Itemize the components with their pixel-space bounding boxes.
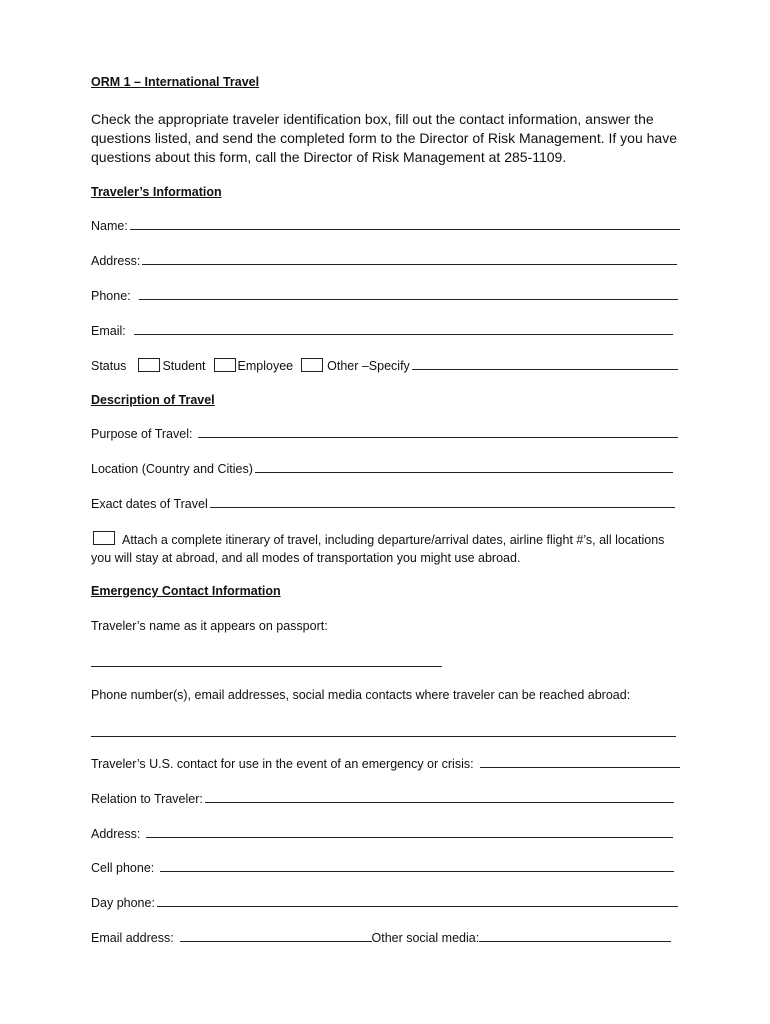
location-field[interactable] [91,462,673,476]
emergency-address-blank[interactable] [146,837,673,838]
name-blank[interactable] [130,229,680,230]
passport-name-label: Traveler’s name as it appears on passport: [91,619,328,633]
emergency-email-label: Email address: [91,931,174,945]
us-contact-field[interactable] [91,757,680,771]
us-contact-blank[interactable] [480,767,680,768]
employee-label: Employee [237,359,294,373]
name-field[interactable] [91,219,680,233]
relation-blank[interactable] [205,802,674,803]
travelers-info-heading: Traveler’s Information [91,185,222,199]
student-label: Student [162,359,206,373]
other-social-blank[interactable] [479,941,671,942]
email-field[interactable] [91,324,673,338]
address-label: Address: [91,254,141,268]
passport-name-blank[interactable] [91,666,442,667]
relation-field[interactable] [91,792,674,806]
day-phone-label: Day phone: [91,896,155,910]
student-checkbox[interactable] [138,358,160,372]
email-social-row [91,931,671,945]
location-blank[interactable] [255,472,673,473]
itinerary-paragraph [91,531,681,567]
address-field[interactable] [91,254,677,268]
status-label: Status [91,359,127,373]
email-blank[interactable] [134,334,673,335]
phone-field[interactable] [91,289,678,303]
name-label: Name: [91,219,128,233]
day-phone-field[interactable] [91,896,678,910]
email-label: Email: [91,324,126,338]
dates-field[interactable] [91,497,675,511]
form-title: ORM 1 – International Travel [91,75,260,89]
address-blank[interactable] [142,264,677,265]
other-checkbox[interactable] [301,358,323,372]
emergency-address-field[interactable] [91,827,673,841]
emergency-heading: Emergency Contact Information [91,584,281,598]
status-row [91,358,678,373]
location-label: Location (Country and Cities) [91,462,253,476]
passport-name-label-row [91,619,328,633]
other-specify-blank[interactable] [412,369,678,370]
cell-phone-field[interactable] [91,861,674,875]
abroad-contacts-label: Phone number(s), email addresses, social media contacts where traveler can be reached abroad: [91,688,631,702]
abroad-contacts-label-row [91,688,630,702]
cell-phone-label: Cell phone: [91,861,155,875]
emergency-address-label: Address: [91,827,141,841]
other-specify-label: Other –Specify [327,359,410,373]
phone-blank[interactable] [139,299,678,300]
us-contact-label: Traveler’s U.S. contact for use in the event of an emergency or crisis: [91,757,474,771]
purpose-field[interactable] [91,427,678,441]
relation-label: Relation to Traveler: [91,792,203,806]
purpose-blank[interactable] [198,437,678,438]
cell-phone-blank[interactable] [160,871,674,872]
other-social-label: Other social media: [371,931,480,945]
dates-label: Exact dates of Travel [91,497,208,511]
phone-label: Phone: [91,289,131,303]
form-intro: Check the appropriate traveler identification box, fill out the contact information, answer the questions listed, and send the completed form to the Director of Risk Management. If you have questions about this form, call the Director of Risk Management at 285-1109. [91,111,677,165]
purpose-label: Purpose of Travel: [91,427,193,441]
abroad-contacts-blank[interactable] [91,736,676,737]
itinerary-text: Attach a complete itinerary of travel, including departure/arrival dates, airline flight #’s, all locations you will stay at abroad, and all modes of transportation you might use abroad. [91,533,665,565]
emergency-email-blank[interactable] [180,941,372,942]
travel-description-heading: Description of Travel [91,393,215,407]
employee-checkbox[interactable] [214,358,236,372]
day-phone-blank[interactable] [157,906,678,907]
dates-blank[interactable] [210,507,675,508]
